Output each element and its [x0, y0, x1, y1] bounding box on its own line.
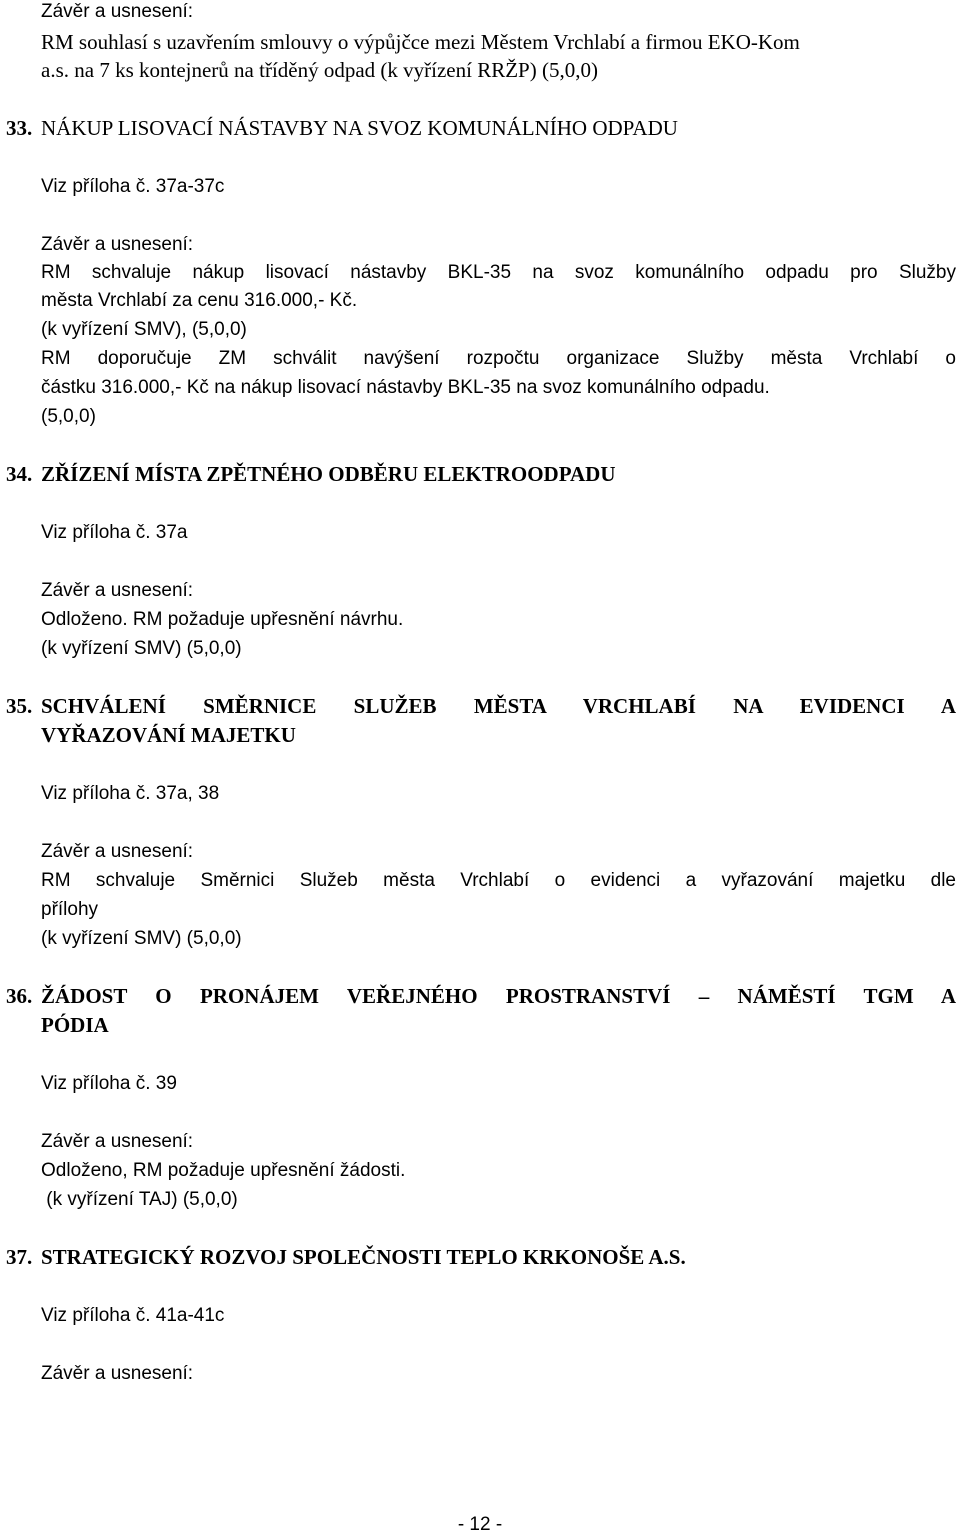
resolution-text: (5,0,0): [41, 406, 96, 427]
resolution-text: RM schvaluje Směrnici Služeb města Vrchlabí o evidenci a vyřazování majetku dle: [41, 870, 956, 891]
item-number: 33.: [6, 116, 33, 140]
item-title-continued: PÓDIA: [41, 1013, 109, 1037]
item-title: STRATEGICKÝ ROZVOJ SPOLEČNOSTI TEPLO KRKONOŠE A.S.: [41, 1245, 686, 1269]
resolution-text: (k vyřízení SMV) (5,0,0): [41, 928, 242, 949]
page-number: - 12 -: [457, 1514, 503, 1535]
resolution-text: RM souhlasí s uzavřením smlouvy o výpůjčce mezi Městem Vrchlabí a firmou EKO-Kom: [41, 30, 800, 54]
resolution-text: Odloženo. RM požaduje upřesnění návrhu.: [41, 609, 404, 630]
item-title: ŽÁDOST O PRONÁJEM VEŘEJNÉHO PROSTRANSTVÍ – NÁMĚSTÍ TGM A: [41, 984, 956, 1008]
item-title: NÁKUP LISOVACÍ NÁSTAVBY NA SVOZ KOMUNÁLNÍHO ODPADU: [41, 116, 678, 140]
resolution-text: RM doporučuje ZM schválit navýšení rozpočtu organizace Služby města Vrchlabí o: [41, 348, 956, 369]
attachment-reference: Viz příloha č. 39: [41, 1073, 177, 1094]
resolution-text: (k vyřízení TAJ) (5,0,0): [41, 1189, 238, 1210]
resolution-text: města Vrchlabí za cenu 316.000,- Kč.: [41, 290, 358, 311]
item-title: SCHVÁLENÍ SMĚRNICE SLUŽEB MĚSTA VRCHLABÍ NA EVIDENCI A: [41, 694, 956, 718]
attachment-reference: Viz příloha č. 37a-37c: [41, 176, 225, 197]
resolution-text: částku 316.000,- Kč na nákup lisovací nástavby BKL-35 na svoz komunálního odpadu.: [41, 377, 770, 398]
attachment-reference: Viz příloha č. 37a, 38: [41, 783, 220, 804]
resolution-label: Závěr a usnesení:: [41, 1363, 194, 1384]
attachment-reference: Viz příloha č. 41a-41c: [41, 1305, 225, 1326]
item-number: 35.: [6, 694, 33, 718]
resolution-label: Závěr a usnesení:: [41, 580, 194, 601]
item-title-continued: VYŘAZOVÁNÍ MAJETKU: [41, 723, 296, 747]
resolution-text: RM schvaluje nákup lisovací nástavby BKL-35 na svoz komunálního odpadu pro Služby: [41, 262, 956, 283]
resolution-text: a.s. na 7 ks kontejnerů na tříděný odpad (k vyřízení RRŽP) (5,0,0): [41, 58, 598, 82]
resolution-text: (k vyřízení SMV), (5,0,0): [41, 319, 247, 340]
item-number: 34.: [6, 462, 33, 486]
resolution-label: Závěr a usnesení:: [41, 841, 194, 862]
attachment-reference: Viz příloha č. 37a: [41, 522, 188, 543]
resolution-text: přílohy: [41, 899, 99, 920]
resolution-text: (k vyřízení SMV) (5,0,0): [41, 638, 242, 659]
item-title: ZŘÍZENÍ MÍSTA ZPĚTNÉHO ODBĚRU ELEKTROODPADU: [41, 462, 616, 486]
resolution-label: Závěr a usnesení:: [41, 1, 194, 22]
item-number: 37.: [6, 1245, 33, 1269]
resolution-text: Odloženo, RM požaduje upřesnění žádosti.: [41, 1160, 406, 1181]
item-number: 36.: [6, 984, 33, 1008]
resolution-label: Závěr a usnesení:: [41, 1131, 194, 1152]
resolution-label: Závěr a usnesení:: [41, 234, 194, 255]
